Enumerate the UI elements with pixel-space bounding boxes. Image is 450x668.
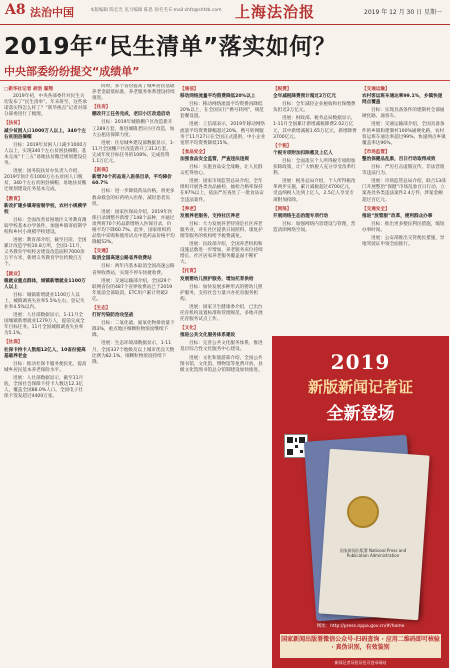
article-subhead: 新增70个药品进入医保目录，平均降价60.7% <box>92 175 172 187</box>
section-heading: 【交通运输】 <box>362 87 390 92</box>
section-heading: 【扶贫】 <box>4 121 23 127</box>
paragraph: 目标：城镇新增就业1100万人以上，城镇调查失业率5.5%左右，登记失业率4.5%以内。 <box>4 292 85 310</box>
paragraph: 进展：工信部表示，2019年移动网络流量平均资费降幅超过20%，携号转网服务于11月27日在全国正式提供，中小企业宽带平均资费降低15%。 <box>180 122 266 146</box>
paragraph: 进展：生态环境部数据显示，1-11月，全国337个地级及以上城市优良天数比例为82.1%，细颗粒物浓度持续下降。 <box>92 341 175 365</box>
paragraph: 目标：2019年城镇棚户区改造新开工289万套，推进城镇老旧小区改造，加大公租房保障力度。 <box>92 120 175 138</box>
section-heading: 【市场监管】 <box>362 149 390 155</box>
press-card-caption: 国家新闻出版署 National Press and Publication Administration <box>339 548 407 558</box>
article-subhead: 整治保健品乱象，百日行动取得成效 <box>362 156 436 162</box>
paragraph: 目标：二氧化硫、氮氧化物排放量下降3%，重点地区细颗粒物浓度继续下降。 <box>92 321 175 339</box>
section-heading: □新华社记者 胡浩 翟翔 <box>4 87 53 92</box>
page-number: A8 <box>5 2 26 18</box>
header-divider <box>0 80 450 81</box>
ad-title: 新版新闻记者证 <box>307 378 413 396</box>
section-heading: 【通信】 <box>180 87 199 92</box>
paragraph: 目标：大力发展养老特别是社区养老服务业，对在社区提供日间照料、康复护理等服务的机构给予税费减免。 <box>180 221 263 239</box>
ad-bottom-note: 新闻记者证验证也可登录网站 <box>334 660 387 665</box>
paragraph: 进展：教育部介绍，截至目前，全国累计改造学校10.8万所，全国1-11月，义务教育学校校舍建设改造面积7000余万平方米，新增义务教育学位约数百万个。 <box>4 238 87 268</box>
paragraph: 进展：税务总局介绍，个人所得税改革两步实施，累计减税超过4700亿元，受益纳税人达到上亿人，2.5亿人享受专项附加扣除。 <box>273 179 356 203</box>
section-heading: 【交通】 <box>92 249 111 255</box>
paragraph: 进展：国家医保局介绍，2019年医保目录调整共新增了148个品种，并通过谈判将70个药品新增纳入医保目录，价格平均下降60.7%。此外，国家组织药品集中采购和使用试点中选药品价格平均降幅52%。 <box>92 209 175 246</box>
paragraph: 进展：公安部推出交管便民措施，异地驾驶证申领全面推行。 <box>362 235 445 248</box>
section-heading: 【社保】 <box>4 340 23 346</box>
paragraph: 进展：文化和旅游部介绍，全国公共图书馆、文化馆、博物馆等免费开放，县级文化馆图书馆总分馆制建设加快推进。 <box>180 355 263 373</box>
article-column-2 <box>92 84 175 662</box>
article-subhead: 新改扩建乡镇寄宿制学校，农村小规模学校 <box>4 203 87 215</box>
article-subhead: 打好污染防治攻坚战 <box>92 313 134 319</box>
article-subhead: 推进公共文化服务体系建设 <box>180 333 236 339</box>
paragraph: 目标：全年减轻企业税收和社保缴费负担近2万亿元。 <box>273 102 356 114</box>
section-heading: 【个税】 <box>273 143 292 149</box>
section-heading: 【食品安全】 <box>180 149 208 155</box>
article-subhead: 加强食品安全监管，严查违法违规 <box>180 156 249 162</box>
paragraph: 进展：人社部数据显示，截至11月底，全国社会保障卡持卡人数达12.3亿人，覆盖全国88.0%人口。全国电子社保卡签发超过4400万张。 <box>4 375 84 400</box>
headline: 2019年“民生清单”落实如何？ <box>4 34 337 60</box>
section-heading: 【网络】 <box>273 206 292 212</box>
paragraph: 目标：加强网络内容建设与管理，营造清朗网络空间。 <box>273 221 356 233</box>
article-subhead: 推进“放管服”改革，便利群众办事 <box>362 213 433 219</box>
paragraph: 进展：市场监管总局介绍，联合13部门开展整治“保健”市场乱象百日行动，立案查处各类违法案件2.4万件，涉案金额超过百亿元。 <box>362 179 446 203</box>
paragraph: 进展：国家卫生健康委介绍，已出台托育机构设置标准和管理规范，多地开展托育服务试点工作。 <box>180 304 263 323</box>
article-subhead: 社保卡持卡人数超12亿人，10省份提高基础养老金 <box>4 347 86 359</box>
paragraph: 进展：住房城乡建设部数据显示，1-11月全国棚户区改造新开工313万套，完成年度目标任务的108%，完成投资1.1万亿元。 <box>92 140 175 165</box>
article-subhead: 移动网络流量平均资费降低20%以上 <box>180 94 256 100</box>
paragraph: 目标：两年内基本取消全国高速公路省界收费站，实现不停车快捷收费。 <box>92 264 175 276</box>
article-column-4 <box>273 84 358 336</box>
article-subhead: 个税专项附加扣除惠及上亿人 <box>273 150 333 156</box>
paragraph: 目标：进一步降低药品价格，将更多救命救急的好药纳入医保，减轻患者负担。 <box>92 189 175 207</box>
section-heading: 【医保】 <box>92 168 111 174</box>
article-subhead: 稳就业重点群体，城镇新增就业1100万人以上 <box>4 278 86 290</box>
article-subhead: 农村客运班车通达率99.1%，乡镇快递网点覆盖 <box>362 94 443 106</box>
paragraph: 目标：推动社保卡服务便民化，提高城乡居民基本养老保险水平。 <box>4 361 87 373</box>
article-subhead: 取消全国高速公路省界收费站 <box>92 256 152 262</box>
section-heading: 【税费】 <box>273 87 292 92</box>
paragraph: 目标：完善公共文化服务体系，推进基层综合性文化服务中心建设。 <box>180 341 263 353</box>
article-subhead: 全年减税降费预计超过2万亿元 <box>273 94 336 100</box>
ad-url: 网址：http://press.nppa.gov.cn/#/home <box>316 624 405 629</box>
section-heading: 【交通安全】 <box>362 206 390 212</box>
newspaper-logo: 上海法治报 <box>235 3 316 21</box>
article-subhead: 发展婴幼儿照护服务，增加托育供给 <box>180 276 254 282</box>
paragraph: 目标：移动网络流量平均资费再降低20%以上，在全国实行“携号转网”，规范套餐设置。 <box>180 102 264 120</box>
press-card-advertisement <box>272 336 449 668</box>
paragraph: 进展：财政部、税务总局数据显示，1-11月全国累计新增减税降费2.02万亿元，其中新增减税1.65万亿元，新增降费3700亿元。 <box>273 116 357 140</box>
article-subhead: 开展网络生态治理专项行动 <box>273 213 329 219</box>
deck-subtitle: 中央部委纷纷提交“成绩单” <box>4 65 140 78</box>
paragraph: 目标：推出更多便民利民措施，缩短办事时间。 <box>362 221 445 233</box>
section-heading: 【教育】 <box>4 196 23 202</box>
paragraph: 目标：全面改善贫困地区义务教育薄弱学校基本办学条件，加强乡镇寄宿制学校和乡村小规模学校建设。 <box>4 217 87 235</box>
section-heading: 【托育】 <box>180 269 199 275</box>
paragraph: 目标：实现具备条件的建制村全部通硬化路、通客车。 <box>362 108 445 120</box>
paragraph: 进展：民政部介绍，全国养老机构和设施总数进一步增加，养老服务床位持续增长，社区居家养老服务覆盖面不断扩大。 <box>180 242 263 266</box>
article-subhead: 发展养老服务，支持社区养老 <box>180 213 240 219</box>
ad-subtitle: 全新登场 <box>326 404 395 424</box>
paragraph: 目标：加快发展多种形式的婴幼儿照护服务，支持社会力量兴办托育服务机构。 <box>180 284 263 302</box>
paragraph: 目标：全面落实个人所得税专项附加扣除政策，让广大纳税人充分享受改革红利。 <box>273 158 356 177</box>
paragraph: 进展：国家市场监管总局介绍，全年组织开展各类食品抽检，抽检合格率保持在97%以上，依法严厉查处了一批食品安全违法案件。 <box>180 179 264 203</box>
national-emblem-icon <box>347 496 379 528</box>
paragraph: 目标：实施食品安全战略，让人民群众吃得放心。 <box>180 165 263 177</box>
article-subhead: 减少贫困人口1000万人以上，340个左右贫困县摘帽 <box>4 128 87 140</box>
article-subhead: 棚改开工任务完成，老旧小区改造启动 <box>92 112 171 118</box>
paragraph: 进展：交通运输部介绍，全国29个联网省份的487个省界收费站已于2019年底前全部取消，ETC用户累计突破2亿。 <box>92 278 173 302</box>
press-card-inner-page <box>318 449 429 621</box>
paragraph: 进展：人社部数据显示，1-11月全国城镇新增就业1279万人，提前完成全年目标任务。11月全国城镇调查失业率为5.1%。 <box>4 313 85 337</box>
masthead <box>0 0 450 25</box>
paragraph: 进展：交通运输部介绍，全国具备条件的乡镇和建制村100%通硬化路，农村客运班车通达率超过99%，快递网点乡镇覆盖率达96%。 <box>362 122 446 146</box>
article-column-3 <box>180 84 267 662</box>
paragraph: 进展：国务院扶贫办负责人介绍，2019年预计有1000万左右贫困人口脱贫，340个左右贫困县摘帽，易地扶贫搬迁规划建设任务基本完成。 <box>4 169 87 193</box>
section-heading: 【就业】 <box>4 271 23 277</box>
section-heading: 【住房】 <box>92 105 111 111</box>
ad-year: 2019 <box>330 350 391 374</box>
article-column-5 <box>362 84 446 336</box>
paragraph: 目标：严厉打击虚假宣传、非法营销等违法行为。 <box>362 165 445 177</box>
article-column-1 <box>4 84 87 662</box>
editors-line: 本版编辑 陈宏光 见习编辑 陈思 徐毛毛 E-mail:shfz@shfzb.com <box>90 8 222 13</box>
paragraph: 2019年初，中央各部委针对民生关切发布了“民生清单”。年末将至，这些承诺落实得怎么样了？“新华视点”记者对部分部委进行了梳理。 <box>4 94 87 118</box>
paragraph: 目标：2019年贫困人口减少1000万人以上，实现340个左右贫困县摘帽。基本完成“十三五”易地扶贫搬迁规划建设任务。 <box>4 142 87 167</box>
section-heading: 【生态】 <box>92 306 111 311</box>
paragraph: 同时，多个省份提高了城乡居民基础养老金最低标准，养老服务体系建设持续推进。 <box>92 84 175 102</box>
issue-date: 2019 年 12 月 30 日 星期一 <box>364 9 442 16</box>
section-heading: 【文化】 <box>180 326 199 332</box>
section-heading: 【养老】 <box>180 206 199 212</box>
ad-footer-banner: 国家新闻出版署微信公众号·扫码查询 · 应用二维码即可核验 · 真伪识别，有效鉴别 <box>280 634 441 658</box>
section-name: 法治中国 <box>30 6 74 19</box>
